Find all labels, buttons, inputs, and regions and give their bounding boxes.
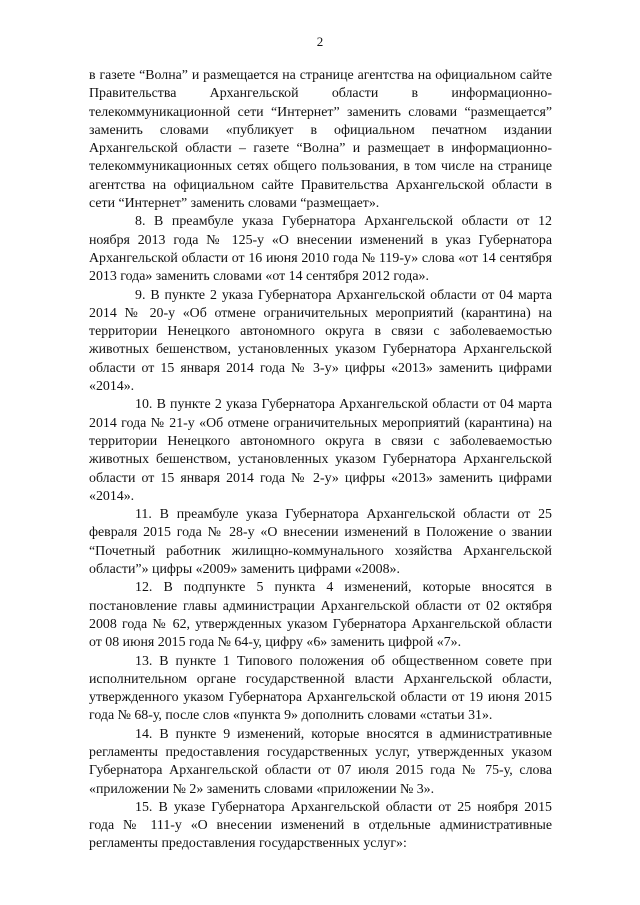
paragraph-item-13: 13. В пункте 1 Типового положения об общественном совете при исполнительном органе государственной власти Архангельской области, утвержденного указом Губернатора Архангельской области от 19 июня 2015 года № 68-у, после слов «пункта 9» дополнить словами «статьи 31». [89, 653, 552, 724]
paragraph-item-10: 10. В пункте 2 указа Губернатора Архангельской области от 04 марта 2014 года № 21-у «Об отмене ограничительных мероприятий (карантина) на территории Ненецкого автономного округа в связи с заболеваемостью животных бешенством, установленных указом Губернатора Архангельской области от 15 января 2014 года № 2-у» цифры «2013» заменить цифрами «2014». [89, 397, 552, 504]
page-number: 2 [316, 34, 324, 49]
paragraph-item-8: 8. В преамбуле указа Губернатора Архангельской области от 12 ноября 2013 года № 125-у «О внесении изменений в указ Губернатора Архангельской области от 16 июня 2010 года № 119-у» слова «от 14 сентября 2013 года» заменить словами «от 14 сентября 2012 года». [89, 214, 552, 285]
paragraph-continuation: в газете “Волна” и размещается на странице агентства на официальном сайте Правительства Архангельской области в информационно-телекоммуникационной сети “Интернет” заменить словами “размещается” заменить словами «публикует в официальном печатном издании Архангельской области – газете “Волна” и размещает в информационно-телекоммуникационных сетях общего пользования, в том числе на странице агентства на официальном сайте Правительства Архангельской области в сети “Интернет” заменить словами “размещает». [89, 68, 552, 212]
paragraph-item-14: 14. В пункте 9 изменений, которые вносятся в административные регламенты предоставления государственных услуг, утвержденных указом Губернатора Архангельской области от 07 июля 2015 года № 75-у, слова «приложении № 2» заменить словами «приложении № 3». [89, 726, 552, 797]
document-body [89, 67, 552, 854]
paragraph-item-15: 15. В указе Губернатора Архангельской области от 25 ноября 2015 года № 111-у «О внесении изменений в отдельные административные регламенты предоставления государственных услуг»: [89, 799, 552, 852]
paragraph-item-9: 9. В пункте 2 указа Губернатора Архангельской области от 04 марта 2014 № 20-у «Об отмене ограничительных мероприятий (карантина) на территории Ненецкого автономного округа в связи с заболеваемостью животных бешенством, установленных указом Губернатора Архангельской области от 15 января 2014 года № 3-у» цифры «2013» заменить цифрами «2014». [89, 287, 552, 395]
paragraph-item-12: 12. В подпункте 5 пункта 4 изменений, которые вносятся в постановление главы администрации Архангельской области от 02 октября 2008 года № 62, утвержденных указом Губернатора Архангельской области от 08 июня 2015 года № 64-у, цифру «6» заменить цифрой «7». [89, 580, 552, 651]
paragraph-item-11: 11. В преамбуле указа Губернатора Архангельской области от 25 февраля 2015 года № 28-у «О внесении изменений в Положение о звании “Почетный работник жилищно-коммунального хозяйства Архангельской области”» цифры «2009» заменить цифрами «2008». [89, 507, 552, 578]
